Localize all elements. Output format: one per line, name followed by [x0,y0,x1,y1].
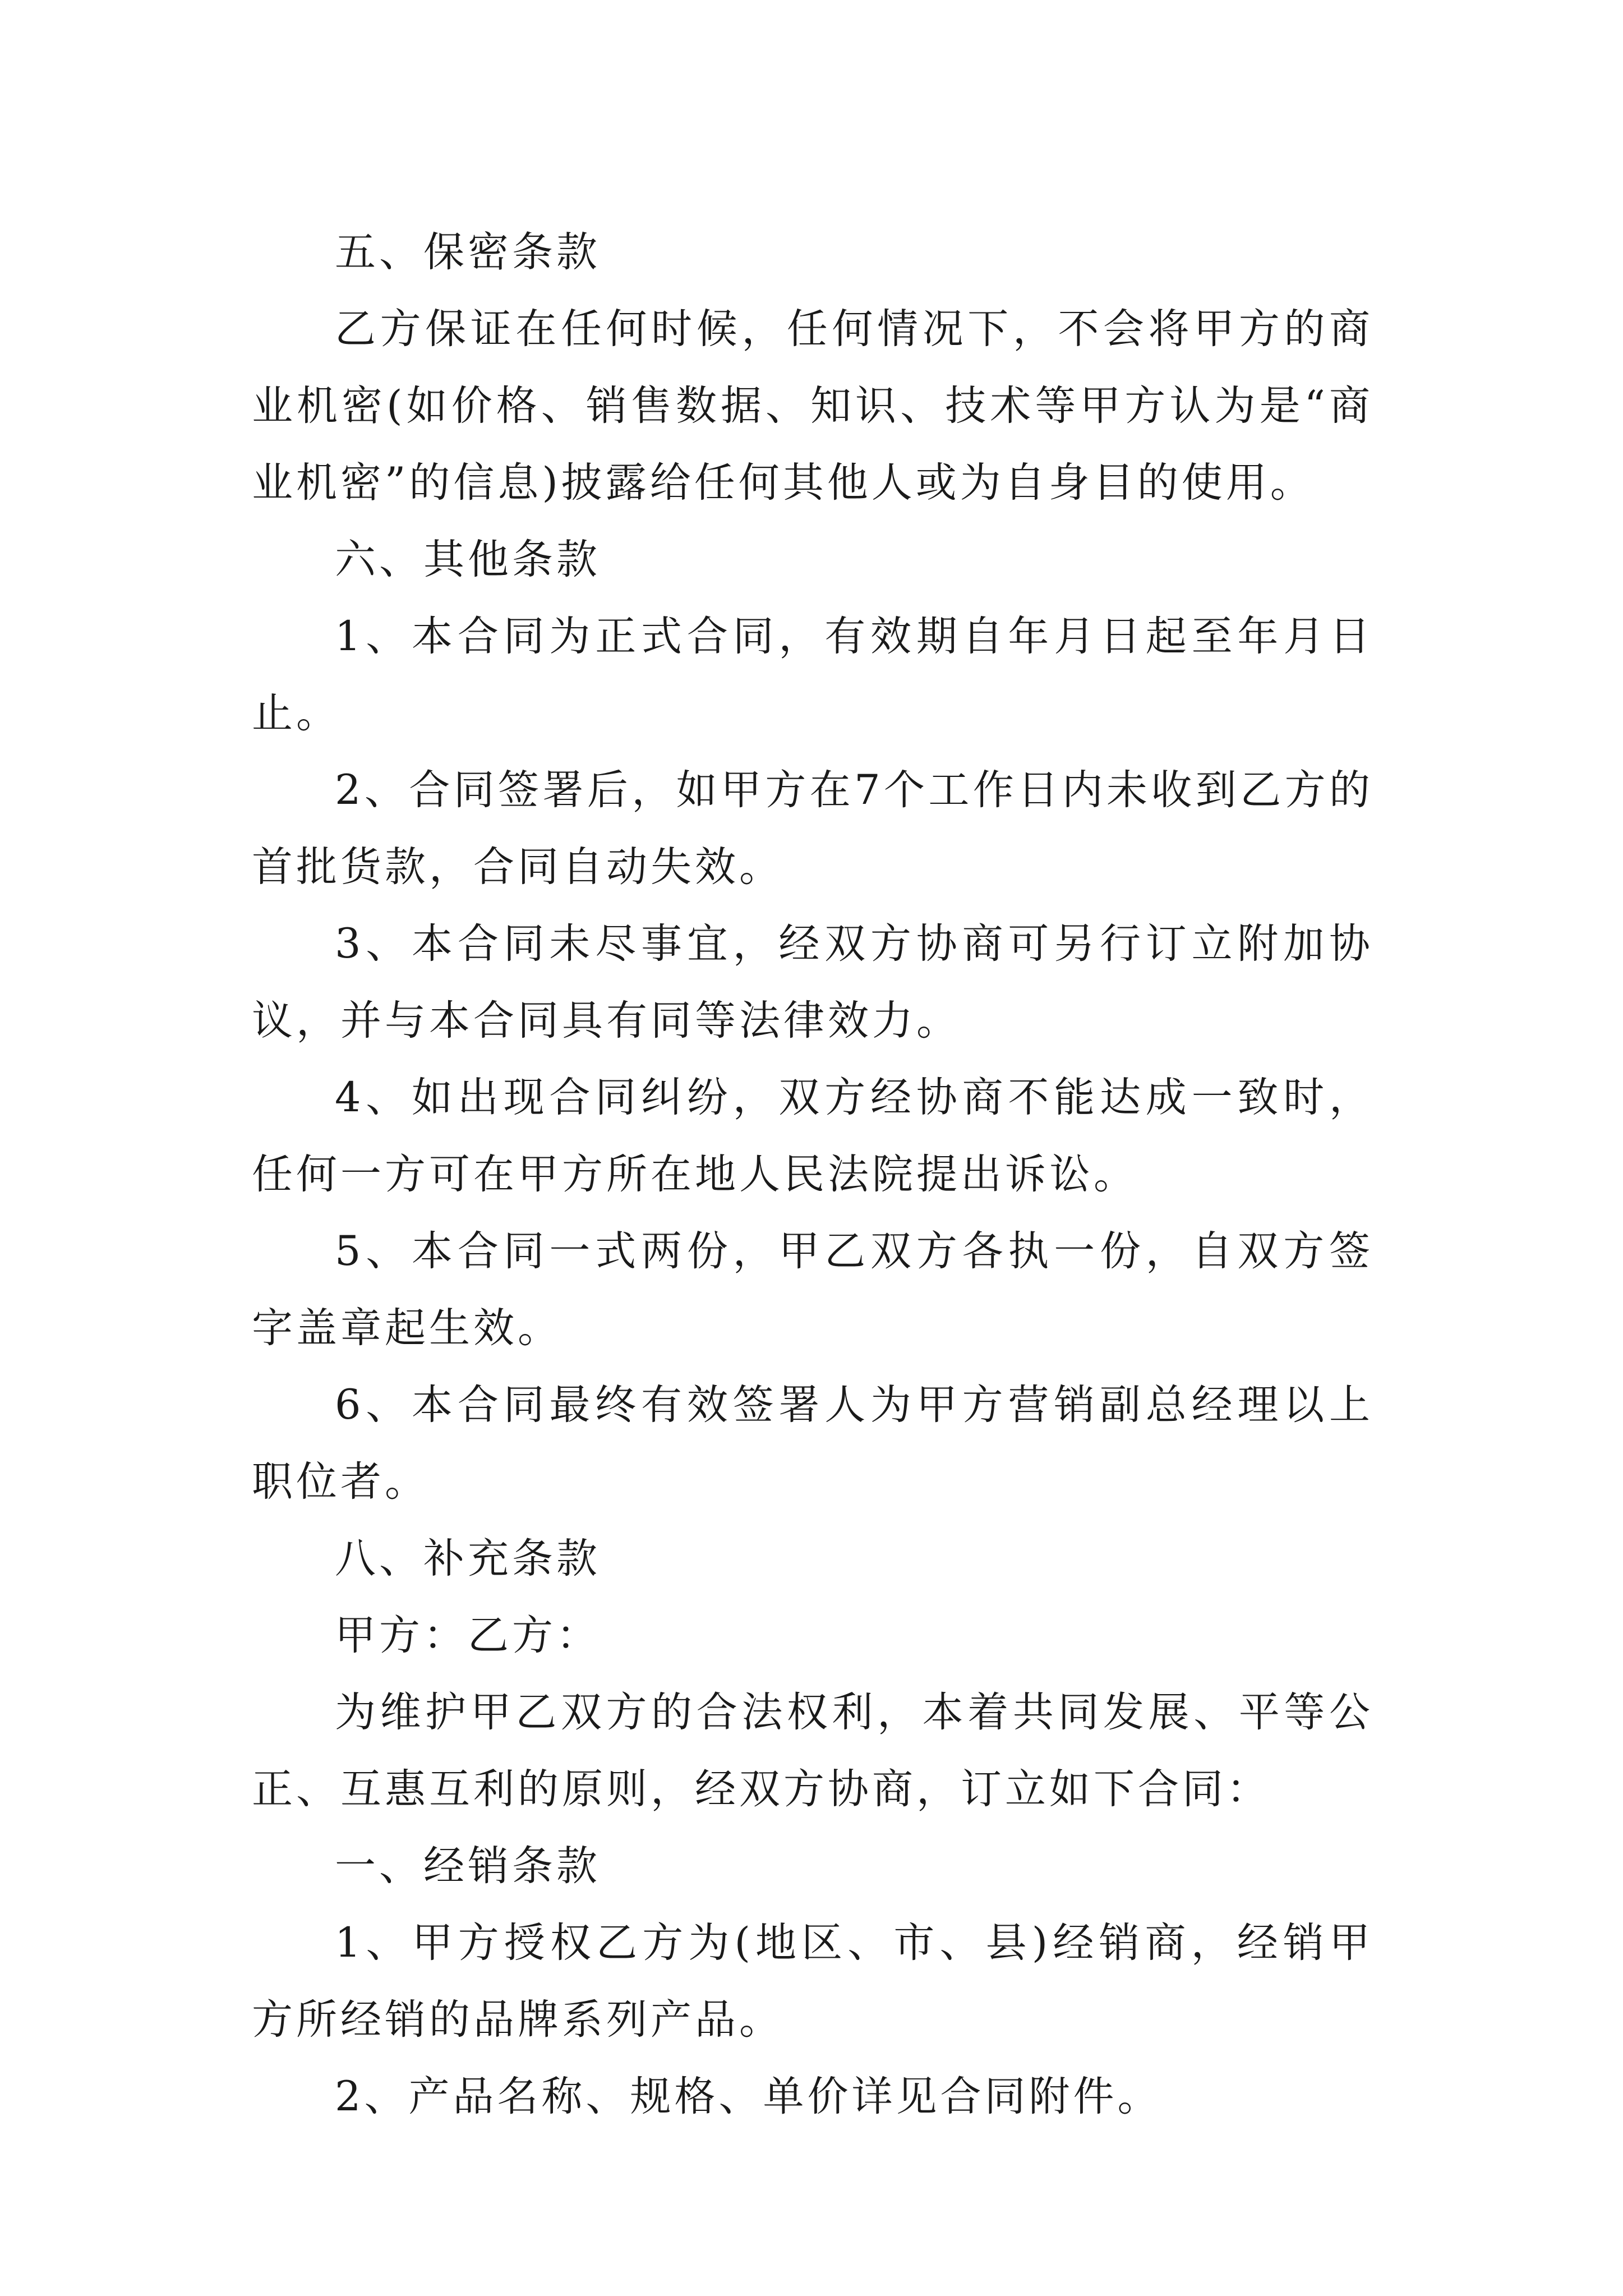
section-heading-supplementary: 八、补充条款 [335,1535,601,1582]
section-heading-confidentiality: 五、保密条款 [335,228,601,276]
clause-5-paragraph: 5、本合同一式两份，甲乙双方各执一份，自双方签字盖章起生效。 [252,1227,1373,1352]
parties-line: 甲方：乙方： [335,1612,601,1659]
distribution-clause-2-paragraph: 2、产品名称、规格、单价详见合同附件。 [335,2073,1162,2120]
distribution-clause-1-paragraph: 1、甲方授权乙方为(地区、市、县)经销商，经销甲方所经销的品牌系列产品。 [252,1919,1373,2044]
section-heading-distribution: 一、经销条款 [335,1842,601,1890]
document-body [252,214,1373,2135]
clause-2-paragraph: 2、合同签署后，如甲方在7个工作日内未收到乙方的首批货款，合同自动失效。 [252,766,1373,891]
clause-1-paragraph: 1、本合同为正式合同，有效期自年月日起至年月日止。 [252,613,1373,737]
preamble-paragraph: 为维护甲乙双方的合法权利，本着共同发展、平等公正、互惠互利的原则，经双方协商，订立如下合同： [252,1688,1373,1813]
clause-3-paragraph: 3、本合同未尽事宜，经双方协商可另行订立附加协议，并与本合同具有同等法律效力。 [252,920,1373,1045]
section-heading-other-terms: 六、其他条款 [335,536,601,583]
clause-6-paragraph: 6、本合同最终有效签署人为甲方营销副总经理以上职位者。 [252,1381,1373,1506]
confidentiality-paragraph: 乙方保证在任何时候，任何情况下，不会将甲方的商业机密(如价格、销售数据、知识、技术等甲方认为是“商业机密”的信息)披露给任何其他人或为自身目的使用。 [252,305,1373,507]
clause-4-paragraph: 4、如出现合同纠纷，双方经协商不能达成一致时，任何一方可在甲方所在地人民法院提出诉讼。 [252,1074,1373,1198]
